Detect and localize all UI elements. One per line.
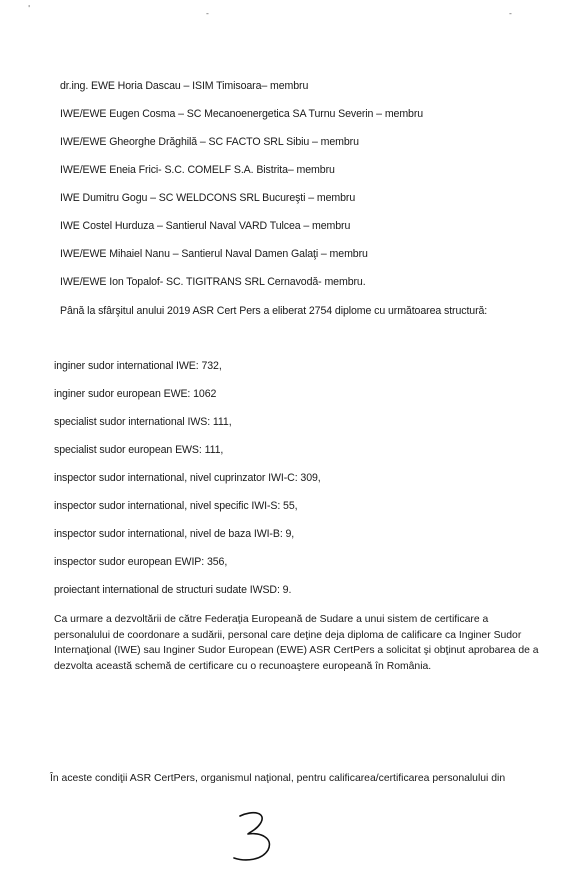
member-line: IWE Dumitru Gogu – SC WELDCONS SRL Bucureşti – membru: [60, 192, 356, 204]
handwritten-page-number: [230, 808, 280, 864]
member-line: IWE/EWE Ion Topalof- SC. TIGITRANS SRL Cernavodă- membru.: [60, 276, 366, 288]
diploma-item: proiectant international de structuri sudate IWSD: 9.: [54, 584, 292, 596]
diploma-item: inspector sudor international, nivel de baza IWI-B: 9,: [54, 528, 295, 540]
diploma-item: inspector sudor international, nivel specific IWI-S: 55,: [54, 500, 298, 512]
scan-speck: -: [509, 9, 512, 18]
diploma-item: inginer sudor international IWE: 732,: [54, 360, 222, 372]
paragraph-line: personalului de coordonare a sudării, personal care deţine deja diploma de calificare ca Inginer Sudor: [54, 629, 522, 641]
member-line: IWE/EWE Mihaiel Nanu – Santierul Naval Damen Galaţi – membru: [60, 248, 368, 260]
member-line: dr.ing. EWE Horia Dascau – ISIM Timisoara– membru: [60, 80, 309, 92]
paragraph-line: Internaţional (IWE) sau Inginer Sudor European (EWE) ASR CertPers a solicitat şi obţinut aprobarea de a: [54, 645, 539, 656]
member-line: IWE/EWE Eugen Cosma – SC Mecanoenergetica SA Turnu Severin – membru: [60, 108, 424, 120]
member-line: IWE/EWE Eneia Frici- S.C. COMELF S.A. Bistrita– membru: [60, 164, 335, 176]
closing-line: În aceste condiţii ASR CertPers, organismul naţional, pentru calificarea/certificarea personalului din: [50, 773, 506, 784]
paragraph-line: dezvolta această schemă de certificare cu o recunoaştere europeană în România.: [54, 660, 432, 672]
member-line: IWE Costel Hurduza – Santierul Naval VARD Tulcea – membru: [60, 220, 351, 232]
diploma-item: inspector sudor european EWIP: 356,: [54, 556, 228, 568]
scan-speck: ': [28, 4, 31, 13]
body-paragraph: [54, 612, 564, 674]
diploma-item: specialist sudor international IWS: 111,: [54, 416, 232, 428]
paragraph-line: Ca urmare a dezvoltării de către Federaţia Europeană de Sudare a unui sistem de certificare a: [54, 614, 489, 625]
diploma-item: specialist sudor european EWS: 111,: [54, 444, 224, 456]
diploma-item: inspector sudor international, nivel cuprinzator IWI-C: 309,: [54, 472, 321, 484]
scan-speck: -: [206, 9, 209, 18]
diplomas-intro: Până la sfârşitul anului 2019 ASR Cert Pers a eliberat 2754 diplome cu următoarea structură:: [60, 305, 488, 317]
diploma-item: inginer sudor european EWE: 1062: [54, 388, 217, 400]
member-line: IWE/EWE Gheorghe Drăghilă – SC FACTO SRL Sibiu – membru: [60, 136, 359, 148]
